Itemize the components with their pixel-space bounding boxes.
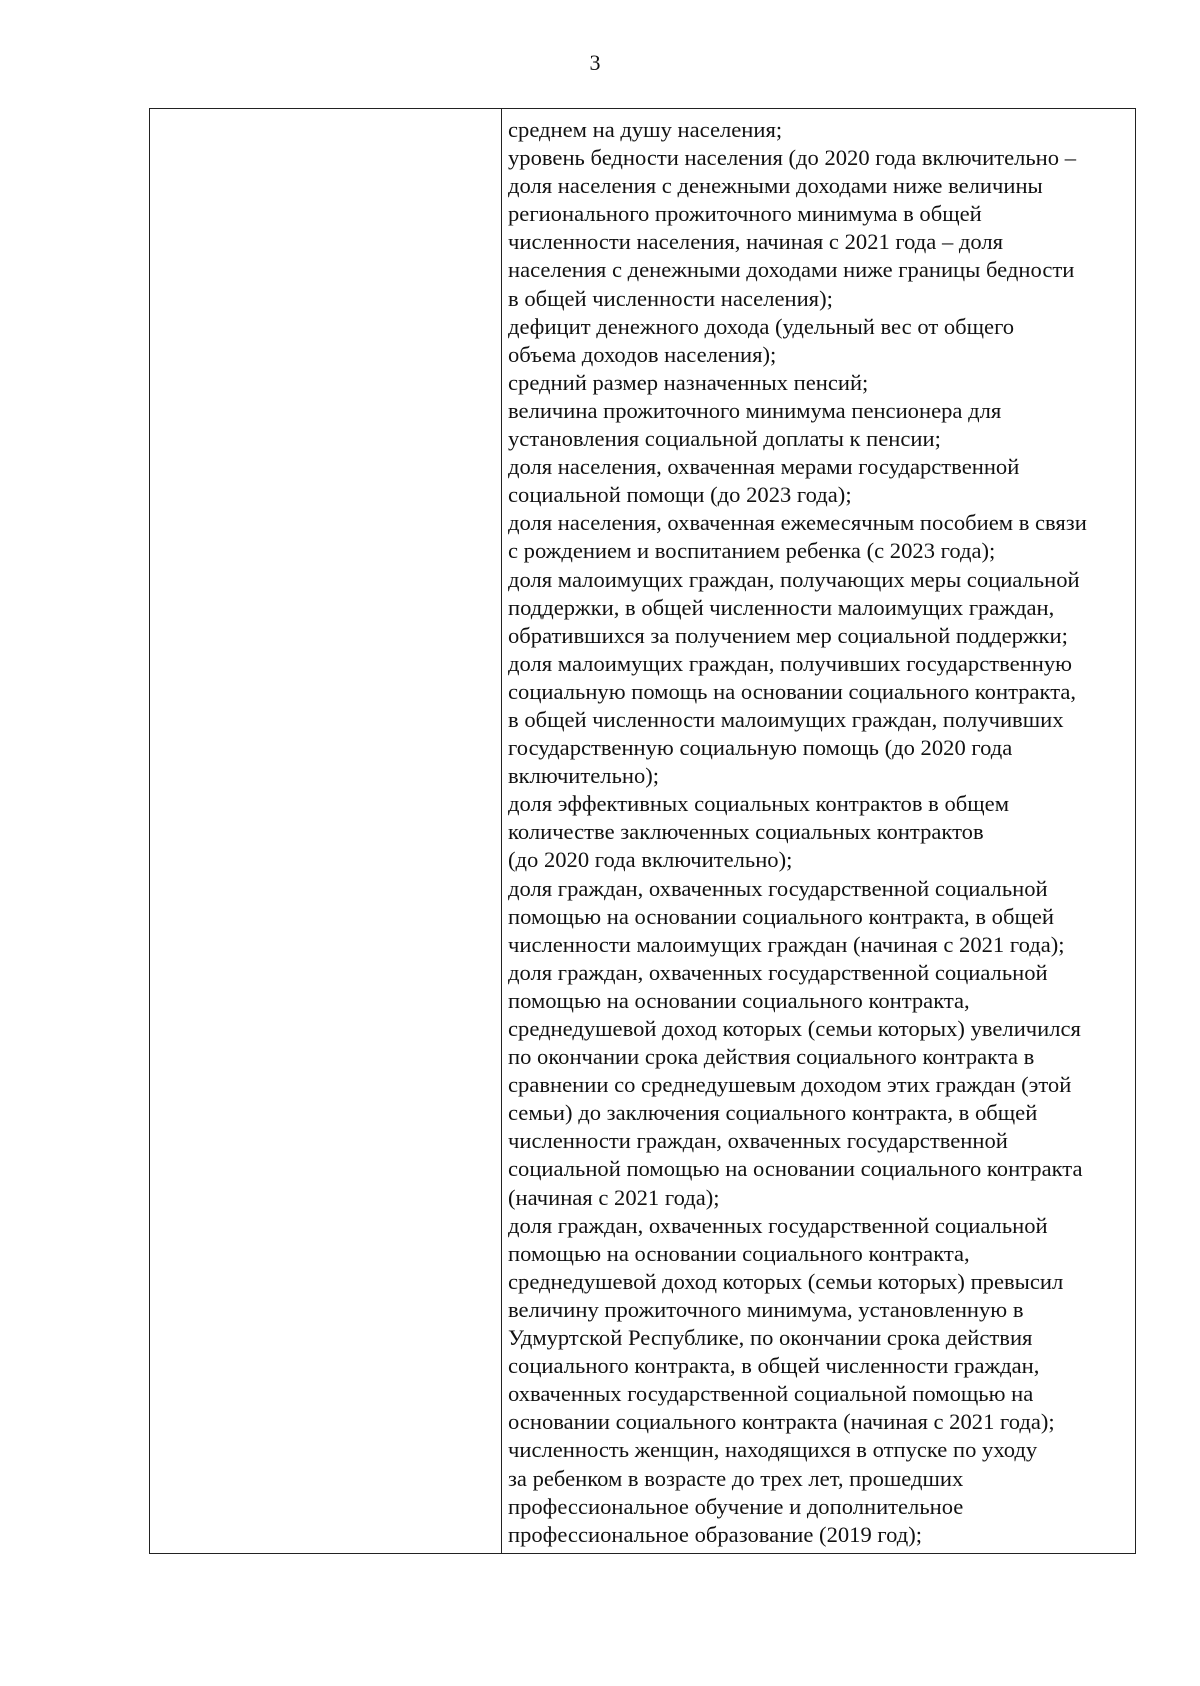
text-line: доля населения, охваченная ежемесячным пособием в связи bbox=[508, 510, 1087, 536]
text-line: доля населения с денежными доходами ниже величины bbox=[508, 173, 1043, 199]
text-line: семьи) до заключения социального контракта, в общей bbox=[508, 1100, 1038, 1126]
text-line: численности населения, начиная с 2021 года – доля bbox=[508, 229, 1004, 255]
text-line: государственную социальную помощь (до 2020 года bbox=[508, 735, 1013, 761]
text-line: с рождением и воспитанием ребенка (с 2023 года); bbox=[508, 538, 996, 564]
text-line: социального контракта, в общей численности граждан, bbox=[508, 1353, 1040, 1379]
text-line: средний размер назначенных пенсий; bbox=[508, 369, 869, 395]
text-line: численности малоимущих граждан (начиная с 2021 года); bbox=[508, 931, 1065, 957]
text-line: помощью на основании социального контракта, в общей bbox=[508, 903, 1054, 929]
text-line: регионального прожиточного минимума в общей bbox=[508, 201, 982, 227]
text-line: социальной помощи (до 2023 года); bbox=[508, 482, 852, 508]
text-line: установления социальной доплаты к пенсии; bbox=[508, 426, 941, 452]
text-line: за ребенком в возрасте до трех лет, прошедших bbox=[508, 1465, 964, 1491]
text-line: помощью на основании социального контракта, bbox=[508, 987, 970, 1013]
text-line: доля малоимущих граждан, получающих меры социальной bbox=[508, 566, 1080, 592]
text-line: (до 2020 года включительно); bbox=[508, 847, 793, 873]
text-line: величина прожиточного минимума пенсионера для bbox=[508, 397, 1002, 423]
text-line: среднем на душу населения; bbox=[508, 117, 783, 142]
text-line: основании социального контракта (начиная с 2021 года); bbox=[508, 1409, 1055, 1435]
text-line: численности граждан, охваченных государственной bbox=[508, 1128, 1008, 1154]
table-left-cell bbox=[150, 109, 502, 1553]
text-line: в общей численности малоимущих граждан, получивших bbox=[508, 706, 1064, 732]
text-line: социальную помощь на основании социального контракта, bbox=[508, 678, 1077, 704]
text-line: объема доходов населения); bbox=[508, 341, 777, 367]
text-line: сравнении со среднедушевым доходом этих граждан (этой bbox=[508, 1072, 1072, 1098]
text-line: численность женщин, находящихся в отпуске по уходу bbox=[508, 1437, 1038, 1463]
text-line: Удмуртской Республике, по окончании срока действия bbox=[508, 1325, 1033, 1351]
text-line: обратившихся за получением мер социальной поддержки; bbox=[508, 622, 1068, 648]
text-line: величину прожиточного минимума, установленную в bbox=[508, 1296, 1024, 1322]
text-line: (начиная с 2021 года); bbox=[508, 1184, 720, 1210]
text-line: по окончании срока действия социального контракта в bbox=[508, 1044, 1035, 1070]
text-line: включительно); bbox=[508, 763, 660, 789]
text-line: количестве заключенных социальных контрактов bbox=[508, 819, 984, 845]
text-line: в общей численности населения); bbox=[508, 285, 833, 311]
table-right-cell bbox=[502, 109, 1135, 1553]
text-line: доля малоимущих граждан, получивших государственную bbox=[508, 650, 1073, 676]
text-line: социальной помощью на основании социального контракта bbox=[508, 1156, 1083, 1182]
text-line: доля граждан, охваченных государственной социальной bbox=[508, 875, 1048, 901]
text-line: уровень бедности населения (до 2020 года включительно – bbox=[508, 145, 1077, 171]
text-line: помощью на основании социального контракта, bbox=[508, 1240, 970, 1266]
text-line: охваченных государственной социальной помощью на bbox=[508, 1381, 1034, 1407]
text-line: доля граждан, охваченных государственной социальной bbox=[508, 1212, 1048, 1238]
text-line: поддержки, в общей численности малоимущих граждан, bbox=[508, 594, 1055, 620]
text-line: профессиональное обучение и дополнительное bbox=[508, 1493, 964, 1519]
text-line: доля эффективных социальных контрактов в общем bbox=[508, 791, 1010, 817]
page-number: 3 bbox=[589, 50, 601, 75]
text-line: среднедушевой доход которых (семьи которых) превысил bbox=[508, 1268, 1064, 1294]
text-line: профессиональное образование (2019 год); bbox=[508, 1521, 923, 1547]
text-line: доля населения, охваченная мерами государственной bbox=[508, 454, 1020, 480]
document-table bbox=[149, 108, 1136, 1554]
text-line: среднедушевой доход которых (семьи которых) увеличился bbox=[508, 1016, 1081, 1041]
text-line: доля граждан, охваченных государственной социальной bbox=[508, 959, 1048, 985]
text-line: дефицит денежного дохода (удельный вес от общего bbox=[508, 313, 1015, 339]
text-line: населения с денежными доходами ниже границы бедности bbox=[508, 257, 1075, 283]
